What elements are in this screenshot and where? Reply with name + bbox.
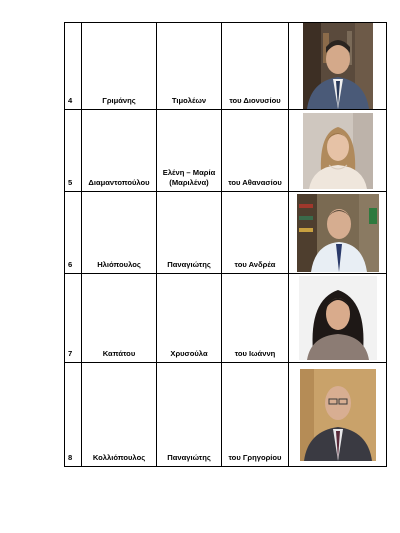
row-number: 8 <box>65 363 82 467</box>
patronymic-cell: του Ιωάννη <box>222 274 289 363</box>
given-name-cell: Παναγιώτης <box>157 363 222 467</box>
photo-cell <box>289 110 387 192</box>
given-name-cell: Χρυσούλα <box>157 274 222 363</box>
member-photo <box>303 23 373 109</box>
table-row <box>65 274 387 363</box>
member-photo <box>303 113 373 189</box>
given-name-cell: Παναγιώτης <box>157 192 222 274</box>
photo-cell <box>289 363 387 467</box>
surname-cell: Ηλιόπουλος <box>82 192 157 274</box>
photo-cell <box>289 23 387 110</box>
row-number: 7 <box>65 274 82 363</box>
surname-cell: Γριμάνης <box>82 23 157 110</box>
given-name-cell: Ελένη – Μαρία (Μαριλένα) <box>157 110 222 192</box>
members-table <box>64 22 387 467</box>
table-row <box>65 192 387 274</box>
photo-cell <box>289 274 387 363</box>
row-number: 5 <box>65 110 82 192</box>
member-photo <box>300 369 376 461</box>
row-number: 6 <box>65 192 82 274</box>
member-photo <box>297 194 379 272</box>
table-row <box>65 23 387 110</box>
patronymic-cell: του Αθανασίου <box>222 110 289 192</box>
given-name-cell: Τιμολέων <box>157 23 222 110</box>
surname-cell: Καπάτου <box>82 274 157 363</box>
table-row <box>65 110 387 192</box>
patronymic-cell: του Ανδρέα <box>222 192 289 274</box>
patronymic-cell: του Διονυσίου <box>222 23 289 110</box>
surname-cell: Διαμαντοπούλου <box>82 110 157 192</box>
member-photo <box>299 276 377 360</box>
table-row <box>65 363 387 467</box>
row-number: 4 <box>65 23 82 110</box>
photo-cell <box>289 192 387 274</box>
patronymic-cell: του Γρηγορίου <box>222 363 289 467</box>
surname-cell: Κολλιόπουλος <box>82 363 157 467</box>
